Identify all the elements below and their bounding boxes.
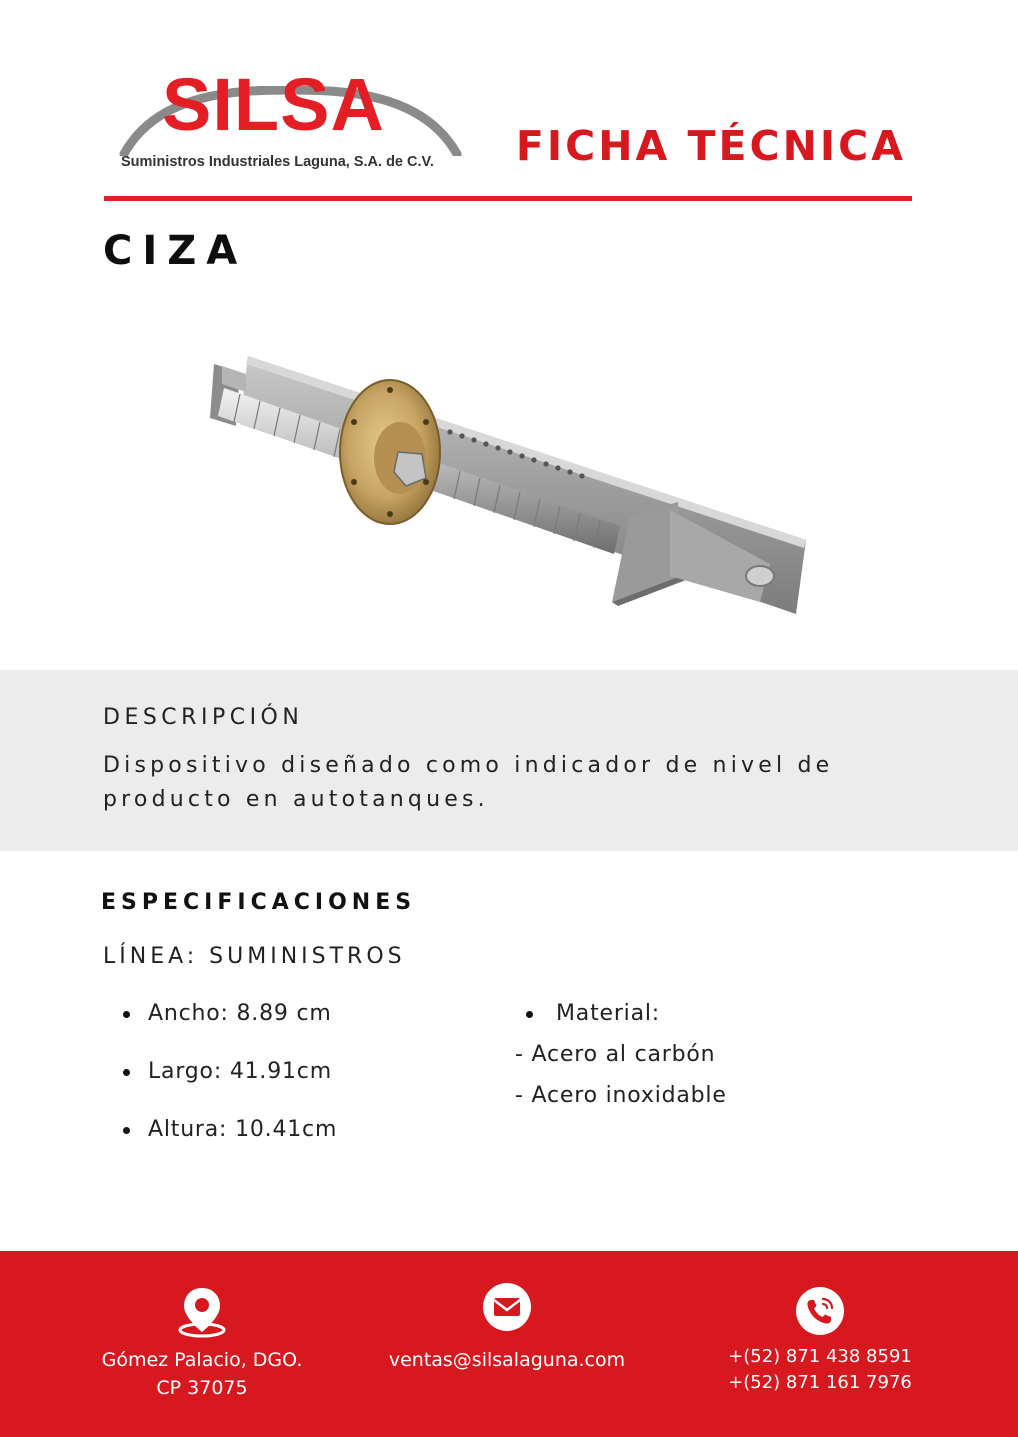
description-text: Dispositivo diseñado como indicador de nivel de producto en autotanques. (103, 753, 834, 812)
phone-icon (795, 1286, 845, 1336)
product-name: CIZA (103, 228, 248, 274)
logo-wordmark: SILSA (162, 63, 385, 146)
product-photo (200, 340, 820, 630)
email-address[interactable]: ventas@silsalaguna.com (388, 1349, 626, 1371)
location-pin-icon (177, 1286, 227, 1338)
bullet-icon (123, 1011, 130, 1018)
phone-number-2[interactable]: +(52) 871 161 7976 (728, 1372, 912, 1393)
spec-width-text: Ancho: 8.89 cm (148, 1001, 332, 1026)
contact-footer (0, 1251, 1018, 1437)
spec-width (120, 996, 337, 1054)
bullet-icon (123, 1069, 130, 1076)
spec-length (120, 1054, 337, 1112)
contact-address (62, 1286, 342, 1402)
address-line-2: CP 37075 (156, 1377, 248, 1399)
description-section (0, 670, 1018, 851)
document-type-title: FICHA TÉCNICA (515, 122, 906, 170)
material-option-carbon-steel: - Acero al carbón (515, 1042, 716, 1067)
contact-email (362, 1282, 652, 1374)
bullet-icon (526, 1011, 533, 1018)
company-name: Suministros Industriales Laguna, S.A. de C.V. (121, 154, 434, 170)
envelope-icon (482, 1282, 532, 1332)
specifications-heading: ESPECIFICACIONES (101, 890, 417, 915)
header-divider (104, 196, 912, 201)
contact-phone (680, 1286, 960, 1396)
product-line: LÍNEA: SUMINISTROS (103, 944, 406, 969)
dimensions-list (120, 996, 337, 1170)
phone-number-1[interactable]: +(52) 871 438 8591 (728, 1346, 912, 1367)
bullet-icon (123, 1127, 130, 1134)
company-logo (118, 63, 463, 182)
material-list (515, 996, 727, 1118)
description-heading: DESCRIPCIÓN (103, 705, 304, 730)
material-label (515, 996, 727, 1036)
material-option-stainless-steel: - Acero inoxidable (515, 1083, 727, 1108)
spec-height-text: Altura: 10.41cm (148, 1117, 338, 1142)
address-line-1: Gómez Palacio, DGO. (101, 1349, 303, 1371)
spec-height (120, 1112, 337, 1170)
spec-length-text: Largo: 41.91cm (148, 1059, 332, 1084)
material-label-text: Material: (556, 1001, 660, 1026)
